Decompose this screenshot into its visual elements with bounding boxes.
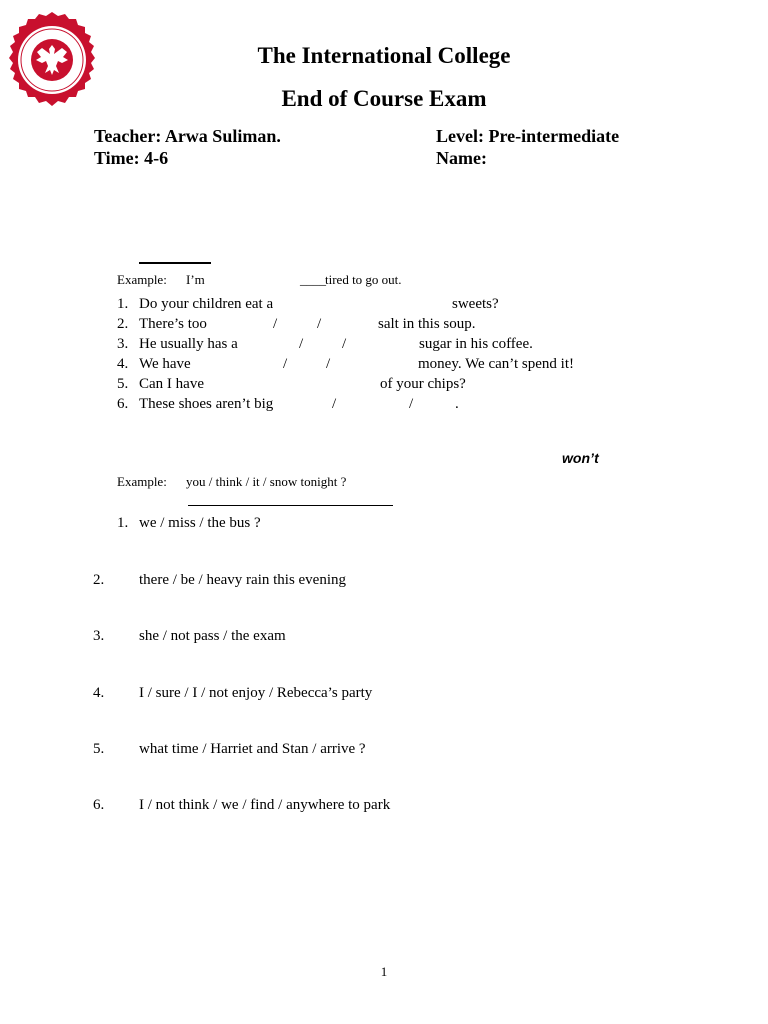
- level-label: Level: Pre-intermediate: [436, 126, 620, 146]
- s1-item-text: .: [455, 396, 459, 412]
- exam-title: End of Course Exam: [281, 86, 487, 111]
- s1-item-slash: /: [342, 336, 347, 352]
- example2-text: you / think / it / snow tonight ?: [186, 474, 347, 489]
- s1-item-slash: /: [273, 316, 278, 332]
- section2-keyword: won’t: [562, 450, 599, 466]
- s2-item-number: 6.: [93, 797, 105, 813]
- s2-item-text: we / miss / the bus ?: [139, 515, 261, 531]
- example2-label: Example:: [117, 474, 167, 489]
- s2-item-text: there / be / heavy rain this evening: [139, 572, 347, 588]
- example1-label: Example:: [117, 272, 167, 287]
- s2-item-number: 5.: [93, 741, 105, 757]
- section1-heading-rule: [139, 262, 211, 264]
- s2-item-number: 1.: [117, 515, 129, 531]
- example1-rest: tired to go out.: [325, 272, 402, 287]
- s1-item-slash: /: [332, 396, 337, 412]
- example2-answer-line: [188, 505, 393, 506]
- s1-item-text: salt in this soup.: [378, 316, 476, 332]
- college-title: The International College: [257, 43, 511, 68]
- example1-blank: ____: [300, 272, 326, 287]
- s1-item-number: 6.: [117, 396, 129, 412]
- s1-item-number: 2.: [117, 316, 129, 332]
- s2-item-number: 4.: [93, 685, 105, 701]
- s1-item-text: We have: [139, 356, 191, 372]
- name-label: Name:: [436, 148, 487, 168]
- s1-item-text: Do your children eat a: [139, 296, 274, 312]
- page-number: 1: [380, 964, 388, 979]
- s1-item-text: sweets?: [452, 296, 499, 312]
- s2-item-number: 3.: [93, 628, 105, 644]
- teacher-label: Teacher: Arwa Suliman.: [94, 126, 281, 146]
- s1-item-text: Can I have: [139, 376, 204, 392]
- s1-item-number: 5.: [117, 376, 129, 392]
- example1-word: I’m: [186, 272, 205, 287]
- s2-item-number: 2.: [93, 572, 105, 588]
- s1-item-number: 1.: [117, 296, 129, 312]
- s1-item-text: There’s too: [139, 316, 207, 332]
- s1-item-slash: /: [326, 356, 331, 372]
- s1-item-slash: /: [409, 396, 414, 412]
- s2-item-text: what time / Harriet and Stan / arrive ?: [139, 741, 366, 757]
- s1-item-text: These shoes aren’t big: [139, 396, 274, 412]
- s2-item-text: I / not think / we / find / anywhere to park: [139, 797, 391, 813]
- s1-item-text: sugar in his coffee.: [419, 336, 533, 352]
- time-label: Time: 4-6: [94, 148, 169, 168]
- s2-item-text: I / sure / I / not enjoy / Rebecca’s party: [139, 685, 373, 701]
- s1-item-slash: /: [299, 336, 304, 352]
- s1-item-text: of your chips?: [380, 376, 466, 392]
- s1-item-slash: /: [283, 356, 288, 372]
- s1-item-slash: /: [317, 316, 322, 332]
- s1-item-number: 4.: [117, 356, 129, 372]
- s1-item-text: He usually has a: [139, 336, 238, 352]
- s1-item-text: money. We can’t spend it!: [418, 356, 574, 372]
- s1-item-number: 3.: [117, 336, 129, 352]
- s2-item-text: she / not pass / the exam: [139, 628, 286, 644]
